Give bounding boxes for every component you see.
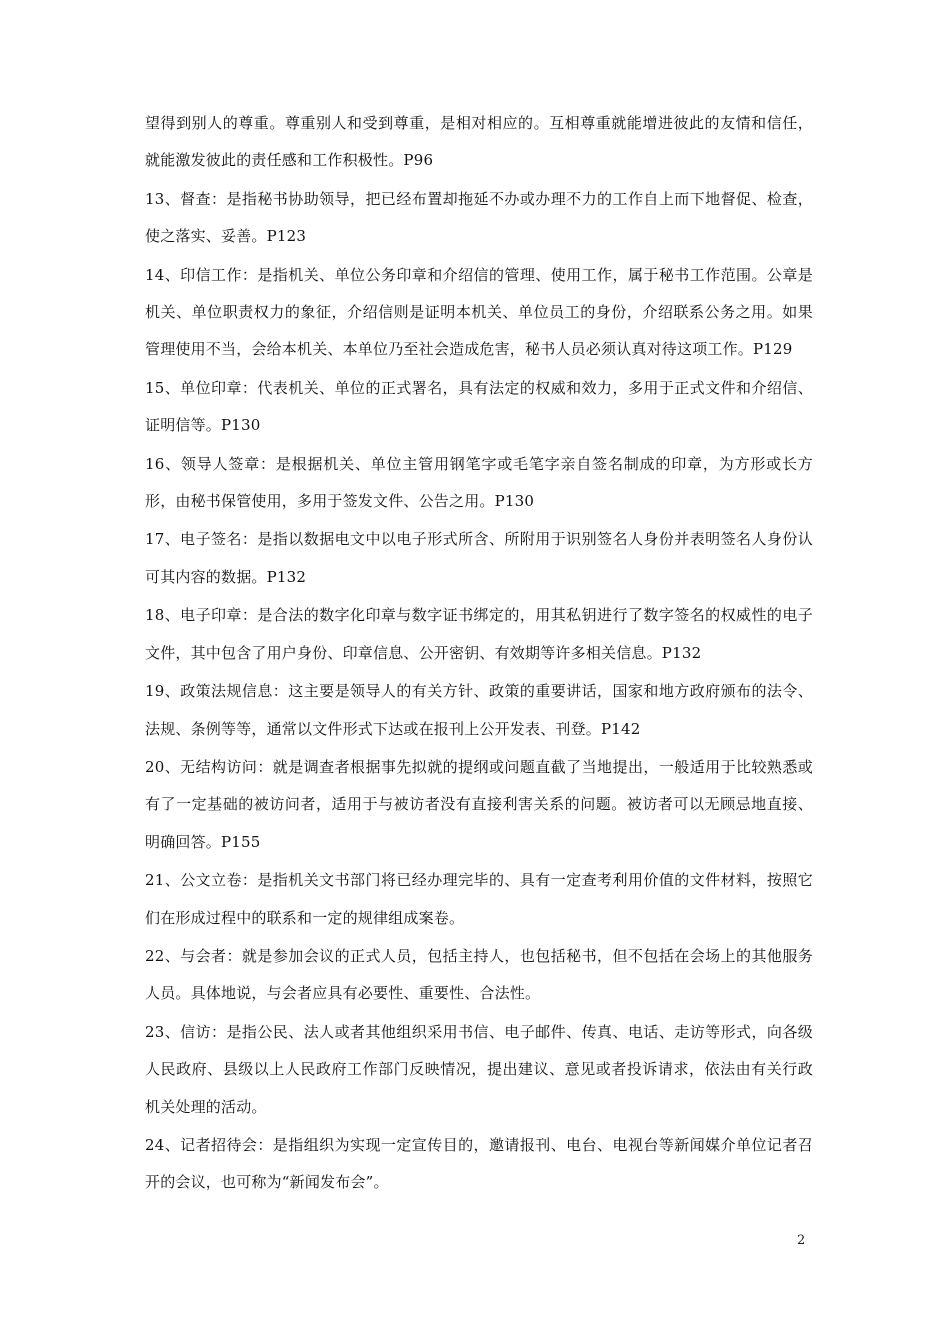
paragraph-item-23: 23、信访：是指公民、法人或者其他组织采用书信、电子邮件、传真、电话、走访等形式，向各级人民政府、县级以上人民政府工作部门反映情况，提出建议、意见或者投诉请求，依法由有关行政机关处理的活动。 bbox=[145, 1022, 813, 1116]
paragraph-item-22: 22、与会者：就是参加会议的正式人员，包括主持人，也包括秘书，但不包括在会场上的其他服务人员。具体地说，与会者应具有必要性、重要性、合法性。 bbox=[145, 946, 813, 1003]
page-number: 2 bbox=[797, 1233, 806, 1248]
paragraph-item-15: 15、单位印章：代表机关、单位的正式署名，具有法定的权威和效力，多用于正式文件和介绍信、证明信等。P130 bbox=[145, 378, 813, 435]
paragraph-item-18: 18、电子印章：是合法的数字化印章与数字证书绑定的，用其私钥进行了数字签名的权威性的电子文件，其中包含了用户身份、印章信息、公开密钥、有效期等许多相关信息。P132 bbox=[145, 606, 813, 662]
paragraph-item-20: 20、无结构访问：就是调查者根据事先拟就的提纲或问题直截了当地提出，一般适用于比较熟悉或有了一定基础的被访问者，适用于与被访者没有直接利害关系的问题。被访者可以无顾忌地直接、明确回答。P155 bbox=[145, 757, 813, 851]
paragraph-item-19: 19、政策法规信息：这主要是领导人的有关方针、政策的重要讲话，国家和地方政府颁布的法令、法规、条例等等，通常以文件形式下达或在报刊上公开发表、刊登。P142 bbox=[145, 682, 813, 738]
paragraph-item-24: 24、记者招待会：是指组织为实现一定宣传目的，邀请报刊、电台、电视台等新闻媒介单位记者召开的会议，也可称为“新闻发布会”。 bbox=[145, 1135, 813, 1192]
document-body bbox=[145, 105, 813, 1203]
paragraph-continuation: 望得到别人的尊重。尊重别人和受到尊重，是相对相应的。互相尊重就能增进彼此的友情和信任，就能激发彼此的责任感和工作积极性。P96 bbox=[145, 114, 813, 170]
paragraph-item-13: 13、督查：是指秘书协助领导，把已经布置却拖延不办或办理不力的工作自上而下地督促、检查，使之落实、妥善。P123 bbox=[145, 189, 813, 246]
paragraph-item-21: 21、公文立卷：是指机关文书部门将已经办理完毕的、具有一定查考利用价值的文件材料，按照它们在形成过程中的联系和一定的规律组成案卷。 bbox=[145, 871, 813, 927]
paragraph-item-14: 14、印信工作：是指机关、单位公务印章和介绍信的管理、使用工作，属于秘书工作范围。公章是机关、单位职责权力的象征，介绍信则是证明本机关、单位员工的身份，介绍联系公务之用。如果管理使用不当，会给本机关、本单位乃至社会造成危害，秘书人员必须认真对待这项工作。P129 bbox=[145, 265, 813, 359]
paragraph-item-17: 17、电子签名：是指以数据电文中以电子形式所含、所附用于识别签名人身份并表明签名人身份认可其内容的数据。P132 bbox=[145, 530, 813, 586]
paragraph-item-16: 16、领导人签章：是根据机关、单位主管用钢笔字或毛笔字亲自签名制成的印章，为方形或长方形，由秘书保管使用，多用于签发文件、公告之用。P130 bbox=[145, 454, 813, 511]
